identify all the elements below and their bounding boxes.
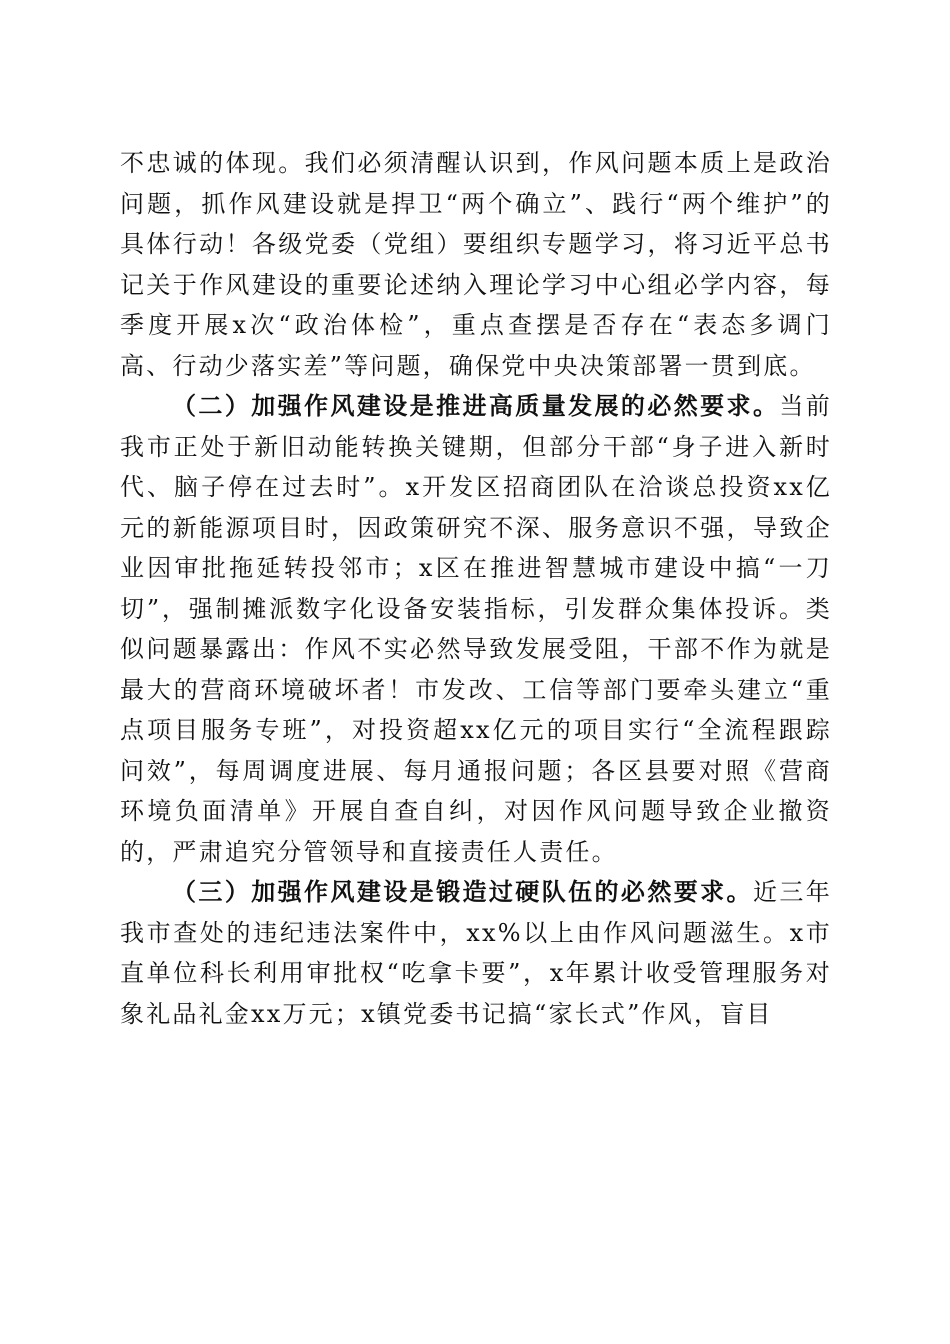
- document-page: [120, 143, 832, 1034]
- section-3-heading: （三）加强作风建设是锻造过硬队伍的必然要求。: [172, 877, 753, 906]
- section-2-heading: （二）加强作风建设是推进高质量发展的必然要求。: [172, 391, 780, 420]
- section-2-body: 当前我市正处于新旧动能转换关键期，但部分干部“身子进入新时代、脑子停在过去时”。x开发区招商团队在洽谈总投资xx亿元的新能源项目时，因政策研究不深、服务意识不强，导致企业因审批拖延转投邻市；x区在推进智慧城市建设中搞“一刀切”，强制摊派数字化设备安装指标，引发群众集体投诉。类似问题暴露出：作风不实必然导致发展受阻，干部不作为就是最大的营商环境破坏者！市发改、工信等部门要牵头建立“重点项目服务专班”，对投资超xx亿元的项目实行“全流程跟踪问效”，每周调度进展、每月通报问题；各区县要对照《营商环境负面清单》开展自查自纠，对因作风问题导致企业撤资的，严肃追究分管领导和直接责任人责任。: [120, 392, 832, 866]
- paragraph-continued: 不忠诚的体现。我们必须清醒认识到，作风问题本质上是政治问题，抓作风建设就是捍卫“两个确立”、践行“两个维护”的具体行动！各级党委（党组）要组织专题学习，将习近平总书记关于作风建设的重要论述纳入理论学习中心组必学内容，每季度开展x次“政治体检”，重点查摆是否存在“表态多调门高、行动少落实差”等问题，确保党中央决策部署一贯到底。: [120, 149, 832, 380]
- paragraph-section-2: [120, 386, 832, 872]
- section-3-body: 近三年我市查处的违纪违法案件中，xx%以上由作风问题滋生。x市直单位科长利用审批权“吃拿卡要”，x年累计收受管理服务对象礼品礼金xx万元；x镇党委书记搞“家长式”作风，盲目: [120, 878, 832, 1028]
- paragraph-section-3: [120, 872, 832, 1034]
